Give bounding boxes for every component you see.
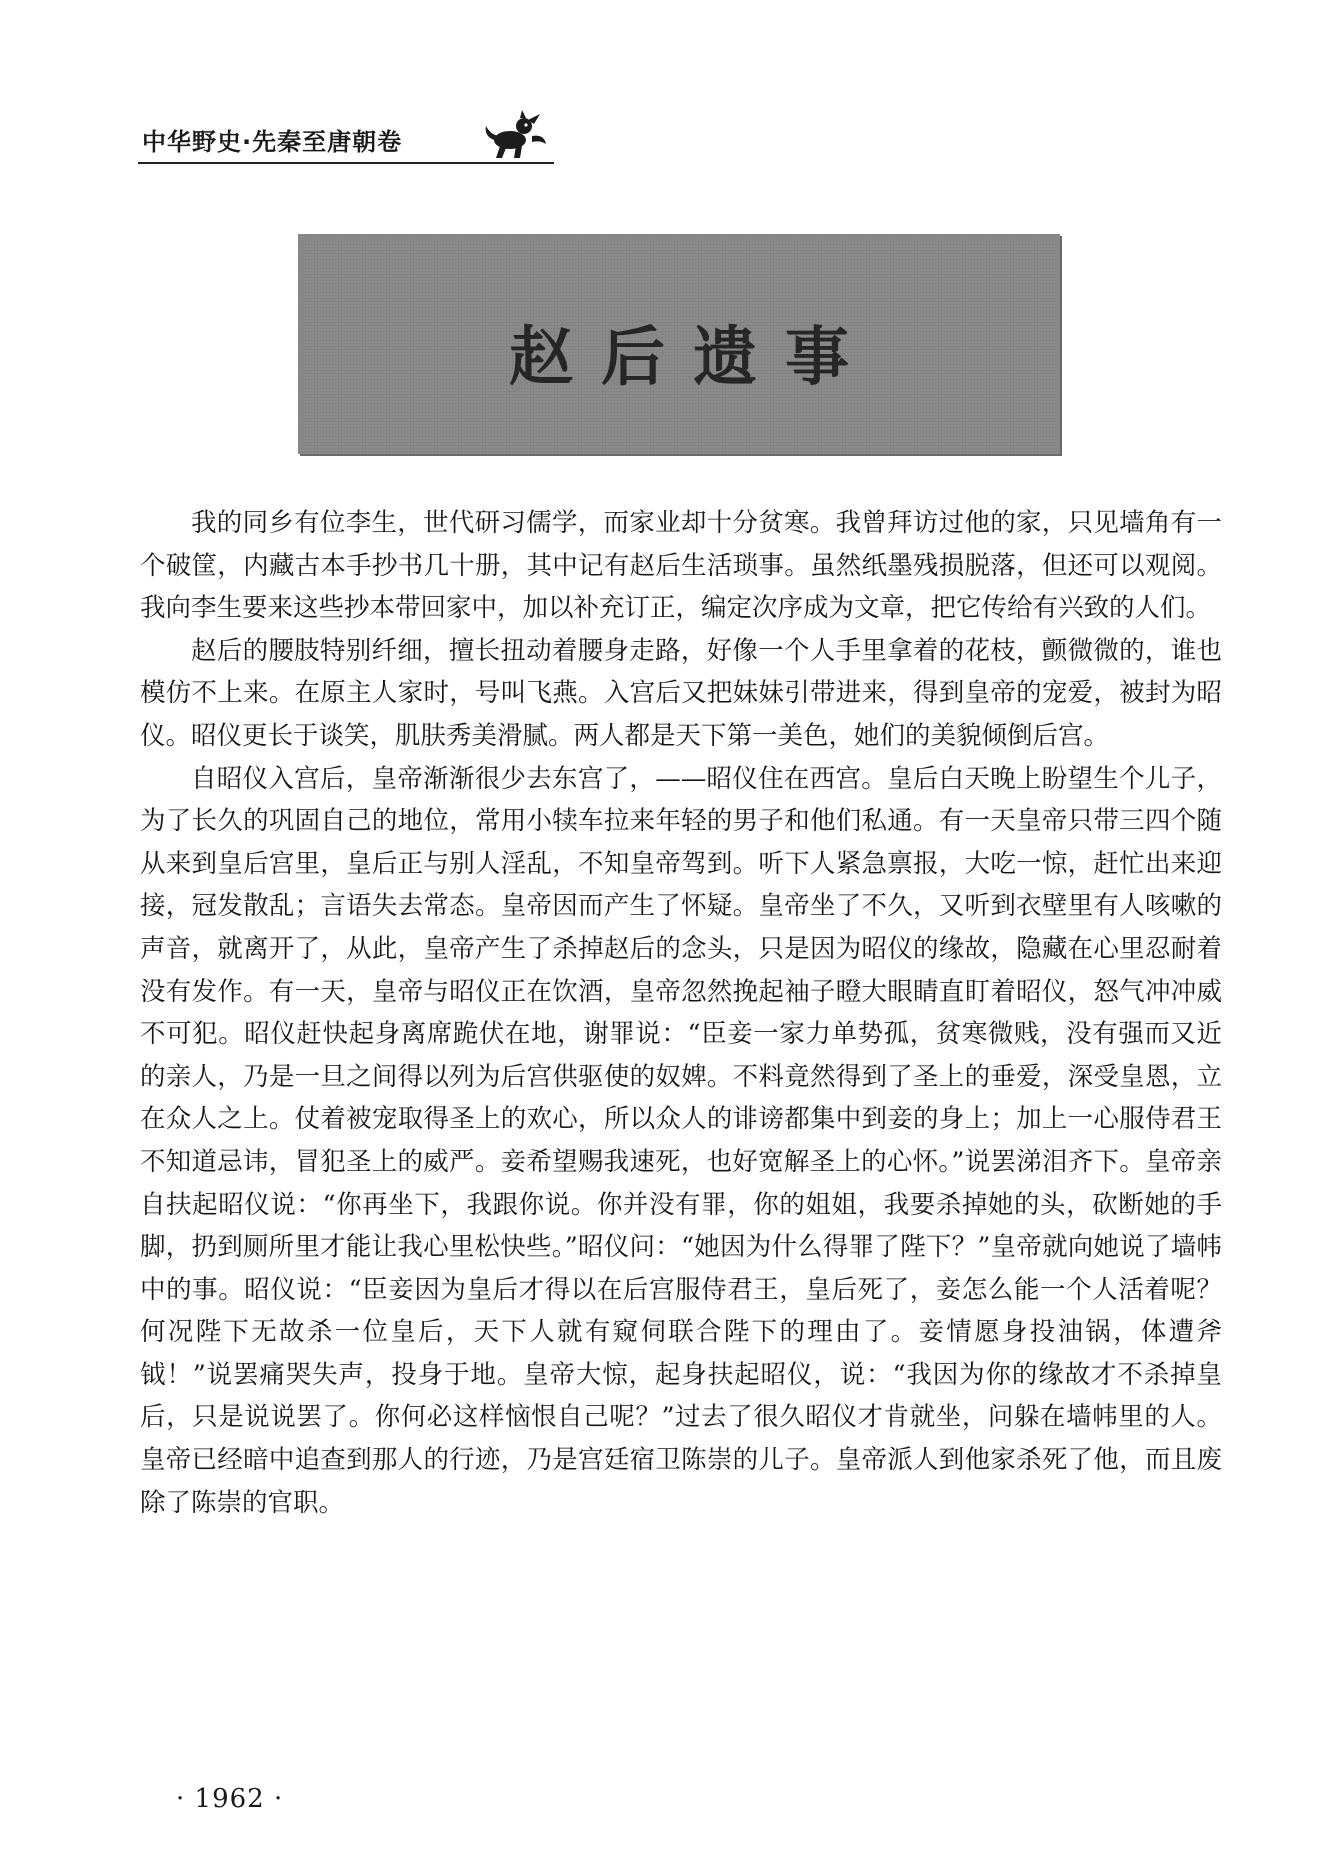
article-title: 赵后遗事 bbox=[509, 320, 877, 395]
article-body bbox=[140, 502, 1222, 1524]
page-number: · 1962 · bbox=[176, 1784, 284, 1814]
title-banner bbox=[298, 234, 1060, 454]
paragraph: 我的同乡有位李生，世代研习儒学，而家业却十分贫寒。我曾拜访过他的家，只见墙角有一个破筐，内藏古本手抄书几十册，其中记有赵后生活琐事。虽然纸墨残损脱落，但还可以观阅。我向李生要来这些抄本带回家中，加以补充订正，编定次序成为文章，把它传给有兴致的人们。 bbox=[140, 508, 1222, 624]
book-title: 中华野史·先秦至唐朝卷 bbox=[142, 128, 403, 156]
header-rule bbox=[138, 162, 554, 164]
dragon-emblem-icon bbox=[480, 110, 552, 160]
paragraph: 自昭仪入宫后，皇帝渐渐很少去东宫了，——昭仪住在西宫。皇后白天晚上盼望生个儿子，为了长久的巩固自己的地位，常用小犊车拉来年轻的男子和他们私通。有一天皇帝只带三四个随从来到皇后宫里，皇后正与别人淫乱，不知皇帝驾到。听下人紧急禀报，大吃一惊，赶忙出来迎接，冠发散乱；言语失去常态。皇帝因而产生了怀疑。皇帝坐了不久，又听到衣壁里有人咳嗽的声音，就离开了，从此，皇帝产生了杀掉赵后的念头，只是因为昭仪的缘故，隐藏在心里忍耐着没有发作。有一天，皇帝与昭仪正在饮酒，皇帝忽然挽起袖子瞪大眼睛直盯着昭仪，怒气冲冲威不可犯。昭仪赶快起身离席跪伏在地，谢罪说：“臣妾一家力单势孤，贫寒微贱，没有强而又近的亲人，乃是一旦之间得以列为后宫供驱使的奴婢。不料竟然得到了圣上的垂爱，深受皇恩，立在众人之上。仗着被宠取得圣上的欢心，所以众人的诽谤都集中到妾的身上；加上一心服侍君王不知道忌讳，冒犯圣上的威严。妾希望赐我速死，也好宽解圣上的心怀。”说罢涕泪齐下。皇帝亲自扶起昭仪说：“你再坐下，我跟你说。你并没有罪，你的姐姐，我要杀掉她的头，砍断她的手脚，扔到厕所里才能让我心里松快些。”昭仪问：“她因为什么得罪了陛下？”皇帝就向她说了墙帏中的事。昭仪说：“臣妾因为皇后才得以在后宫服侍君王，皇后死了，妾怎么能一个人活着呢？何况陛下无故杀一位皇后，天下人就有窥伺联合陛下的理由了。妾情愿身投油锅，体遭斧钺！”说罢痛哭失声，投身于地。皇帝大惊，起身扶起昭仪，说：“我因为你的缘故才不杀掉皇后，只是说说罢了。你何必这样恼恨自己呢？”过去了很久昭仪才肯就坐，问躲在墙帏里的人。皇帝已经暗中追查到那人的行迹，乃是宫廷宿卫陈崇的儿子。皇帝派人到他家杀死了他，而且废除了陈崇的官职。 bbox=[140, 763, 1222, 1518]
running-header bbox=[138, 110, 558, 168]
paragraph: 赵后的腰肢特别纤细，擅长扭动着腰身走路，好像一个人手里拿着的花枝，颤微微的，谁也模仿不上来。在原主人家时，号叫飞燕。入宫后又把妹妹引带进来，得到皇帝的宠爱，被封为昭仪。昭仪更长于谈笑，肌肤秀美滑腻。两人都是天下第一美色，她们的美貌倾倒后宫。 bbox=[140, 635, 1222, 751]
